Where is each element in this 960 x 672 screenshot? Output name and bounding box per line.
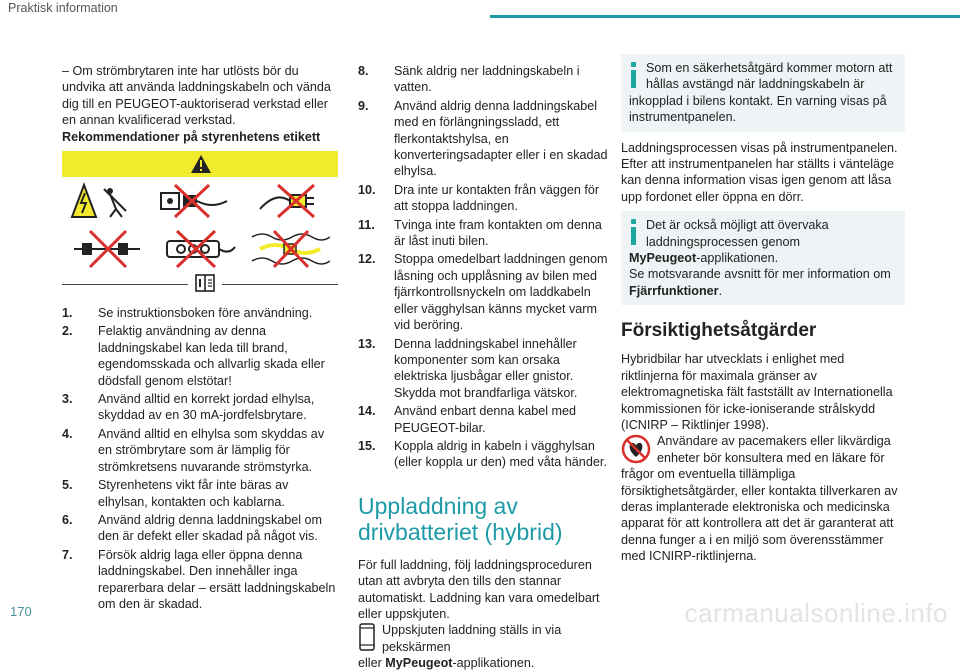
label-heading: Rekommendationer på styrenhetens etikett <box>62 129 321 144</box>
list-item: 6. Använd aldrig denna laddningskabel om den är defekt eller skadad på något vis. <box>62 512 323 544</box>
list-item: 2. Felaktig användning av denna laddningskabel kan leda till brand, egendomsskada och allvarlig skada eller dödsfall genom elstötar! <box>62 324 325 388</box>
warning-label-bar <box>62 151 338 177</box>
list-item: 3. Använd alltid en korrekt jordad elhylsa, skyddad av en 30 mA-jordfelsbrytare. <box>62 392 315 423</box>
pacemaker-paragraph: Användare av pacemakers eller likvärdiga enheter bör konsultera med en läkare för frågor om eventuella tillämpliga försiktighetsåtgärder, eller kontakta tillverkaren av deras implanterade elektroniska och medicinska apparat för att kontrollera att det är garanterat att denna funger a i en miljö som överensstämmer med ICNIRP-riktlinjerna. <box>621 434 898 564</box>
section-title-precautions: Försiktighetsåtgärder <box>621 320 817 342</box>
no-plug-pull-icon <box>256 181 330 221</box>
watermark: carmanualsonline.info <box>684 598 948 628</box>
column-3 <box>621 54 905 565</box>
list-item: 8. Sänk aldrig ner laddningskabeln i vatten. <box>358 64 580 95</box>
list-item: 5. Styrenhetens vikt får inte bäras av elhylsan, kontakten och kablarna. <box>62 478 289 509</box>
label-icons-row-1 <box>62 177 338 225</box>
instruction-manual-icon <box>194 273 216 293</box>
column-1 <box>62 63 338 614</box>
label-icons-row-2 <box>62 225 338 273</box>
info-icon <box>631 62 636 88</box>
warning-triangle-icon <box>190 154 212 174</box>
list-item: 4. Använd alltid en elhylsa som skyddas av en strömbrytare som är lämplig för strömkretsens nuvarande strömstyrka. <box>62 426 325 474</box>
smartphone-icon <box>358 623 376 651</box>
no-extension-cord-icon <box>70 229 144 269</box>
info-box-engine-safety: Som en säkerhetsåtgärd kommer motorn att hållas avstängd när laddningskabeln är inkopplad i bilens kontakt. En varning visas på instrumentpanelen. <box>621 54 905 132</box>
pacemaker-warning-icon <box>621 434 651 464</box>
precautions-paragraph: Hybridbilar har utvecklats i enlighet med riktlinjerna för maximala gränser av elektromagnetiska fält fastställt av Internationella kommissionen för icke-ioniserande strålskydd (ICNIRP – Riktlinjer 1998). <box>621 352 893 432</box>
list-item: 13. Denna laddningskabel innehåller komponenter som kan orsaka elektriska ljusbågar eller gnistor. Skydda mot brandfarliga vätskor. <box>358 336 578 400</box>
label-recommendation-list-continued <box>358 63 608 471</box>
intro-paragraph: – Om strömbrytaren inte har utlösts bör du undvika att använda laddningskabeln och vända dig till en PEUGEOT-auktoriserad verkstad eller en annan kvalificerad verkstad. <box>62 64 331 128</box>
section-title-charging: Uppladdning av drivbatteriet (hybrid) <box>358 492 563 545</box>
list-item: 15. Koppla aldrig in kabeln i vägghylsan (eller koppla ur den) med våta händer. <box>358 438 607 470</box>
list-item: 9. Använd aldrig denna laddningskabel med en förlängningssladd, ett flerkontaktshylsa, en konverteringsadapter eller i en skadad elhylsa. <box>358 98 608 179</box>
no-water-icon <box>250 229 330 269</box>
no-multi-socket-icon <box>157 181 231 221</box>
info-icon <box>631 219 636 245</box>
deferred-charging-note: Uppskjuten laddning ställs in via pekskärmen eller MyPeugeot-applikationen. <box>358 623 562 671</box>
list-item: 14. Använd enbart denna kabel med PEUGEOT-bilar. <box>358 404 577 435</box>
running-header: Praktisk information <box>8 1 118 15</box>
page-number: 170 <box>10 604 32 619</box>
list-item: 1. Se instruktionsboken före användning. <box>62 306 313 321</box>
label-recommendation-list <box>62 305 338 612</box>
no-power-strip-icon <box>157 229 237 269</box>
header-accent-bar <box>490 15 960 18</box>
charging-paragraph: För full laddning, följ laddningsproceduren utan att avbryta den tills den stannar automatiskt. Laddning kan vara omedelbart eller uppskjuten. <box>358 557 600 621</box>
see-manual-divider <box>62 273 338 295</box>
electric-shock-warning-icon <box>70 181 132 221</box>
info-box-monitoring: Det är också möjligt att övervaka laddningsprocessen genom MyPeugeot-applikationen. Se motsvarande avsnitt för mer information om Fjärrfunktioner. <box>621 211 905 305</box>
column-2 <box>358 63 608 672</box>
list-item: 10. Dra inte ur kontakten från väggen för att stoppa laddningen. <box>358 182 600 214</box>
list-item: 12. Stoppa omedelbart laddningen genom låsning och upplåsning av bilen med fjärrkontrollsnyckeln om laddkabeln eller vägghylsan känns mycket varm vid beröring. <box>358 252 608 333</box>
charging-display-paragraph: Laddningsprocessen visas på instrumentpanelen. Efter att instrumentpanelen har ställts i vänteläge kan denna information visas igen genom att låsa upp fordonet eller öppna en dörr. <box>621 140 898 204</box>
list-item: 11. Tvinga inte fram kontakten om denna är låst inuti bilen. <box>358 217 602 249</box>
list-item: 7. Försök aldrig laga eller öppna denna laddningskabel. Den innehåller inga reparerbara delar – ersätt laddningskabeln om den är skadad. <box>62 547 336 611</box>
